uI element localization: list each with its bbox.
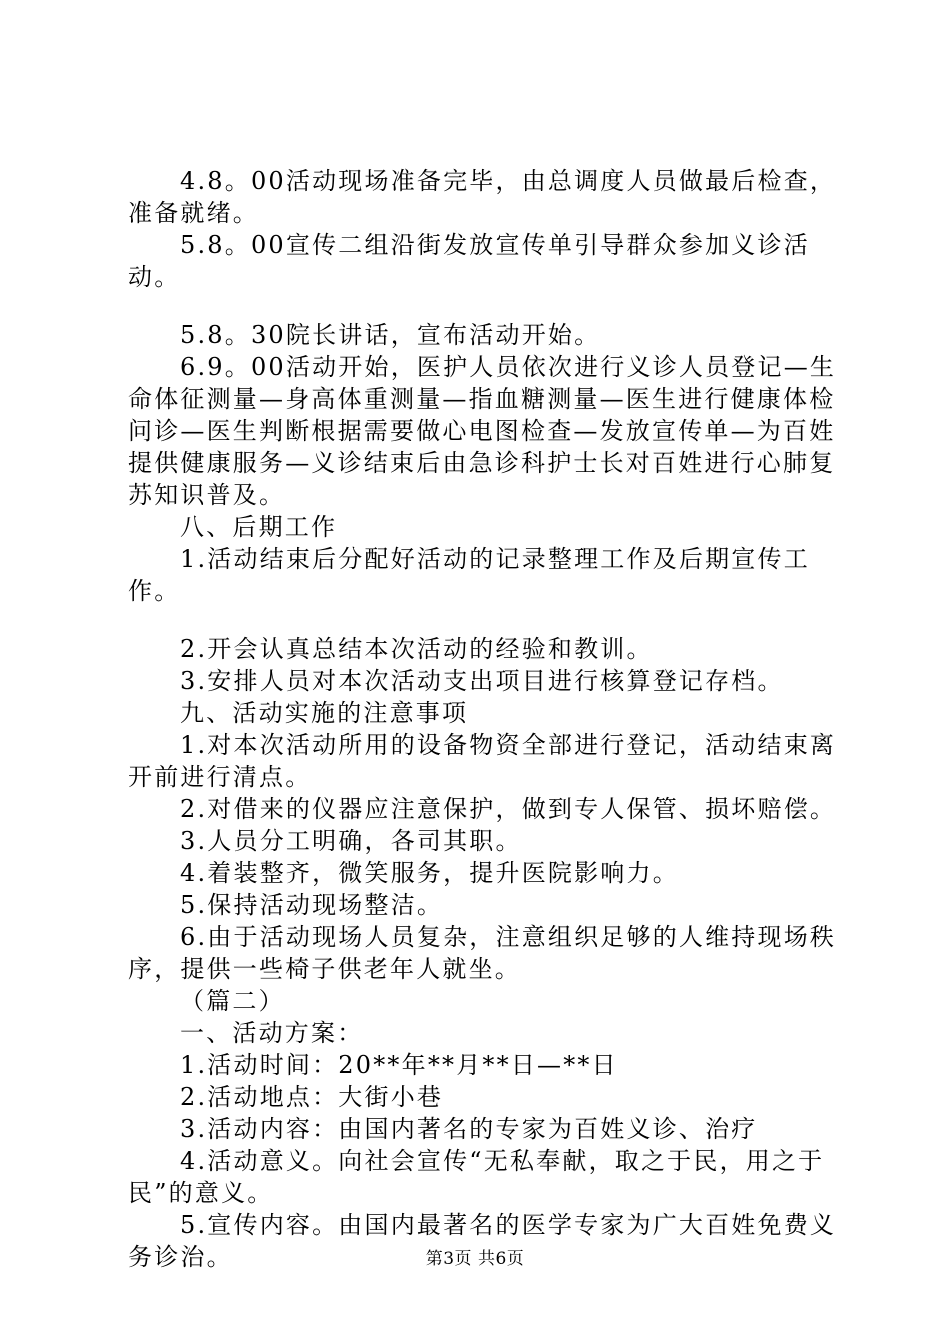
section-heading-9: 九、活动实施的注意事项	[180, 699, 469, 727]
paragraph-14: 5.保持活动现场整洁。	[180, 891, 444, 919]
paragraph-8: 3.安排人员对本次活动支出项目进行核算登记存档。	[180, 667, 784, 695]
paragraph-2: 5.8。00宣传二组沿街发放宣传单引导群众参加义诊活动。	[128, 231, 810, 291]
section-heading-8: 八、后期工作	[180, 513, 338, 541]
paragraph-4: 6.9。00活动开始，医护人员依次进行义诊人员登记—生命体征测量—身高体重测量—指血糖测量—医生进行健康体检问诊—医生判断根据需要做心电图检查—发放宣传单—为百姓提供健康服务—义诊结束后由急诊科护士长对百姓进行心肺复苏知识普及。	[128, 353, 837, 509]
paragraph-19: 2.活动地点：大街小巷	[180, 1083, 444, 1111]
paragraph-18: 1.活动时间：20**年**月**日—**日	[180, 1051, 618, 1079]
paragraph-3: 5.8。30院长讲话，宣布活动开始。	[180, 321, 601, 349]
paragraph-22: 5.宣传内容。由国内最著名的医学专家为广大百姓免费义务诊治。	[128, 1211, 837, 1271]
paragraph-1: 4.8。00活动现场准备完毕，由总调度人员做最后检查，准备就绪。	[128, 167, 837, 227]
section-heading-1: 一、活动方案：	[180, 1019, 364, 1047]
part-two-heading: （篇二）	[180, 987, 285, 1015]
paragraph-11: 2.对借来的仪器应注意保护，做到专人保管、损坏赔偿。	[180, 795, 837, 823]
page-number-footer: 第3页 共6页	[425, 1249, 525, 1269]
paragraph-15: 6.由于活动现场人员复杂，注意组织足够的人维持现场秩序，提供一些椅子供老年人就坐。	[128, 923, 837, 983]
paragraph-20: 3.活动内容：由国内著名的专家为百姓义诊、治疗	[180, 1115, 758, 1143]
paragraph-21: 4.活动意义。向社会宣传“无私奉献，取之于民，用之于民”的意义。	[128, 1147, 825, 1207]
paragraph-7: 2.开会认真总结本次活动的经验和教训。	[180, 635, 653, 663]
document-body	[128, 165, 848, 1273]
paragraph-12: 3.人员分工明确，各司其职。	[180, 827, 522, 855]
paragraph-6: 1.活动结束后分配好活动的记录整理工作及后期宣传工作。	[128, 545, 810, 605]
paragraph-10: 1.对本次活动所用的设备物资全部进行登记，活动结束离开前进行清点。	[128, 731, 837, 791]
paragraph-13: 4.着装整齐，微笑服务，提升医院影响力。	[180, 859, 679, 887]
